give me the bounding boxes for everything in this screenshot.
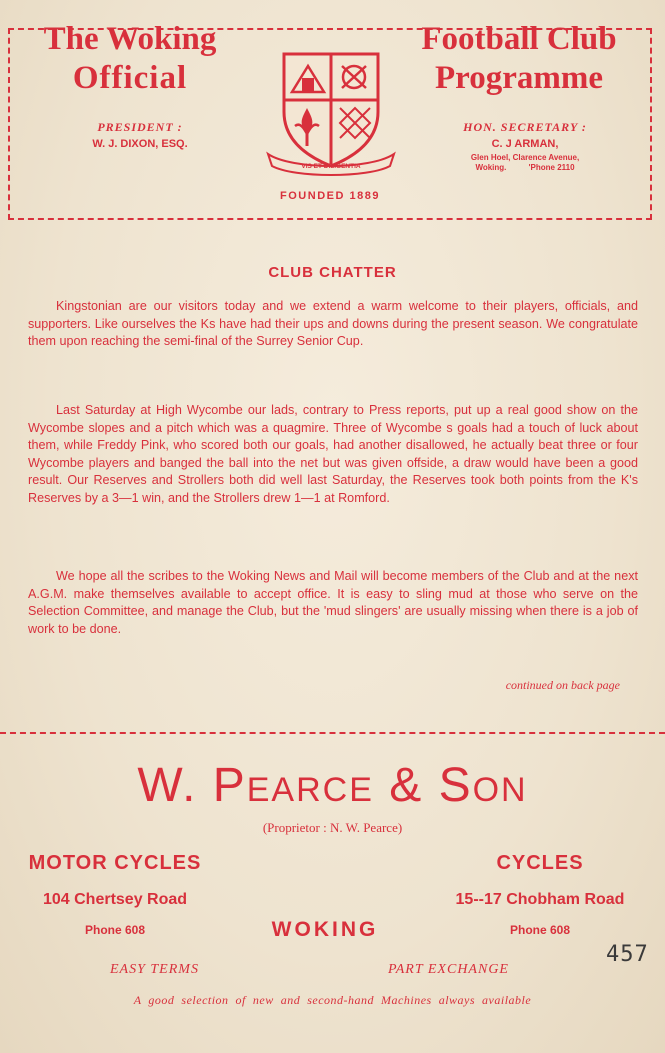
continued-note: continued on back page bbox=[505, 678, 620, 692]
advert-business-name: W. Pearce & Son bbox=[137, 759, 528, 812]
president-name: W. J. DIXON, ESQ. bbox=[92, 138, 188, 150]
title-right bbox=[400, 22, 638, 95]
president-role: PRESIDENT : bbox=[97, 120, 183, 134]
secretary-name: C. J ARMAN, bbox=[491, 138, 559, 150]
section-divider bbox=[0, 732, 665, 734]
advert-right-phone: Phone 608 bbox=[509, 923, 571, 937]
title-programme: Programme bbox=[435, 59, 603, 96]
advert-left-phone: Phone 608 bbox=[84, 923, 146, 937]
stamped-number: 457 bbox=[606, 942, 649, 967]
article-paragraph-1: Kingstonian are our visitors today and we extend a warm welcome to their players, officials, and supporters. Like ourselves the Ks have had their ups and downs during the present season. We congratulate them upon reaching the semi-final of the Surrey Senior Cup. bbox=[28, 299, 638, 349]
secretary-address-line1: Glen Hoel, Clarence Avenue, bbox=[470, 152, 580, 162]
secretary-block bbox=[420, 118, 630, 173]
advert-left-heading: MOTOR CYCLES bbox=[28, 852, 202, 874]
article-paragraph-2: Last Saturday at High Wycombe our lads, contrary to Press reports, put up a real good show on the Wycombe slopes and a pitch which was a quagmire. Three of Wycombe s goals had a touch of luck about them, while Freddy Pink, who scored both our goals, had another disallowed, he actually beat three or four Wycombe players and banged the ball into the net but was given offside, a draw would have been a good result. Our Reserves and Strollers both did well last Saturday, the Reserves took both points from the K's Reserves by a 3—1 win, and the Strollers drew 1—1 at Romford. bbox=[28, 403, 638, 505]
advert-selection-note: A good selection of new and second-hand Machines always available bbox=[133, 993, 532, 1007]
advert-terms-right: PART EXCHANGE bbox=[388, 962, 509, 977]
title-official: Official bbox=[72, 59, 188, 96]
article-paragraph-3: We hope all the scribes to the Woking News and Mail will become members of the Club and at the next A.G.M. make themselves available to accept office. It is easy to sling mud at those who serve on the Selection Committee, and manage the Club, but the 'mud slingers' are usually missing when there is a job of work to be done. bbox=[28, 569, 638, 636]
advert-right-address: 15--17 Chobham Road bbox=[455, 891, 625, 908]
advert-right-heading: CYCLES bbox=[496, 852, 584, 874]
president-block bbox=[40, 118, 240, 153]
title-football-club: Football Club bbox=[421, 21, 617, 57]
advert-proprietor: (Proprietor : N. W. Pearce) bbox=[262, 820, 403, 835]
article-title: CLUB CHATTER bbox=[268, 264, 397, 281]
advert-left-address: 104 Chertsey Road bbox=[42, 891, 188, 908]
advert-terms-left: EASY TERMS bbox=[110, 962, 199, 977]
title-woking: The Woking bbox=[43, 21, 217, 57]
club-crest-icon bbox=[262, 46, 400, 176]
advert-town: WOKING bbox=[271, 918, 379, 941]
secretary-address-line2: Woking. 'Phone 2110 bbox=[475, 162, 575, 172]
advert-cycles-column bbox=[420, 852, 660, 937]
crest-motto: VIS ET DILIGENTIA bbox=[301, 163, 361, 170]
secretary-role: HON. SECRETARY : bbox=[463, 120, 587, 134]
title-left bbox=[20, 22, 240, 95]
founded-year: FOUNDED 1889 bbox=[280, 190, 380, 202]
advert-motorcycles-column bbox=[0, 852, 230, 937]
